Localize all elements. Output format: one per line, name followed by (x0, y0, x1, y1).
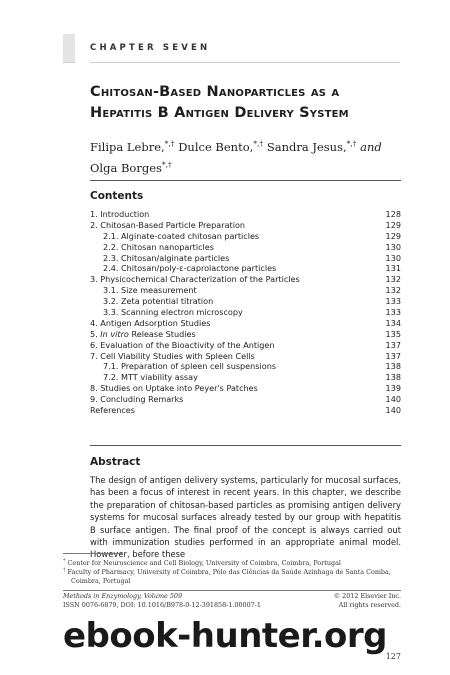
toc-entry-label: 3.1. Size measurement (103, 285, 197, 296)
toc-entry[interactable] (90, 405, 401, 416)
toc-entry-label: 5. In vitro Release Studies (90, 328, 196, 339)
toc-entry-page: 130 (385, 241, 401, 252)
author-conjunction: and (360, 139, 382, 154)
toc-entry-label: 2.1. Alginate-coated chitosan particles (103, 230, 260, 241)
toc-entry-page: 138 (385, 372, 401, 383)
page-number: 127 (385, 652, 401, 661)
toc-entry-page: 138 (385, 361, 401, 372)
table-of-contents (90, 209, 401, 416)
footnote-1-text: Center for Neuroscience and Cell Biology, University of Coimbra, Coimbra, Portugal (67, 559, 341, 568)
toc-entry[interactable] (90, 361, 401, 372)
watermark: ebook-hunter.org (62, 616, 388, 656)
footnote-2-text-cont: Coimbra, Portugal (71, 576, 131, 585)
toc-entry-page: 132 (385, 274, 401, 285)
toc-entry-label: 3. Physicochemical Characterization of the Particles (90, 274, 300, 285)
toc-entry-label: 2.2. Chitosan nanoparticles (103, 241, 214, 252)
author-2-affil: *,† (253, 139, 264, 148)
toc-entry[interactable] (90, 209, 401, 220)
toc-entry[interactable] (90, 263, 401, 274)
toc-entry-page: 137 (385, 339, 401, 350)
toc-entry[interactable] (90, 372, 401, 383)
toc-entry-label: 2. Chitosan-Based Particle Preparation (90, 219, 246, 230)
footnote-rule (63, 553, 123, 554)
toc-entry-label: 3.2. Zeta potential titration (103, 296, 214, 307)
toc-entry-page: 128 (385, 209, 401, 219)
footnote-2-text: Faculty of Pharmacy, University of Coimbra, Pólo das Ciências da Saúde Azinhaga de Santa Comba, (67, 568, 391, 577)
toc-entry-label: 8. Studies on Uptake into Peyer's Patches (90, 383, 258, 394)
toc-entry-page: 133 (385, 296, 401, 307)
rights: All rights reserved. (338, 601, 401, 609)
toc-entry-label: 7.2. MTT viability assay (103, 372, 198, 383)
toc-entry-page: 130 (385, 252, 401, 263)
toc-entry[interactable] (90, 296, 401, 307)
author-2: Dulce Bento, (178, 139, 254, 154)
abstract-heading: Abstract (90, 456, 141, 468)
author-3-affil: *,† (346, 139, 357, 148)
toc-entry[interactable] (90, 231, 401, 242)
author-4: Olga Borges (90, 160, 162, 175)
contents-top-rule (90, 180, 401, 181)
abstract-top-rule (90, 445, 401, 446)
toc-entry[interactable] (90, 274, 401, 285)
title-line-1: Chitosan-Based Nanoparticles as a (90, 84, 340, 100)
journal-info: Methods in Enzymology, Volume 509 (63, 592, 183, 600)
toc-entry-page: 140 (385, 405, 401, 416)
toc-entry-page: 140 (385, 394, 401, 405)
chapter-rule (90, 62, 400, 63)
contents-heading: Contents (90, 190, 144, 202)
toc-entry-label: 1. Introduction (90, 209, 150, 219)
author-list (90, 135, 410, 177)
author-1: Filipa Lebre, (90, 139, 165, 154)
toc-entry[interactable] (90, 242, 401, 253)
toc-entry-page: 139 (385, 383, 401, 394)
footnote-1-mark: * (63, 558, 66, 564)
toc-entry-label: References (90, 405, 135, 416)
meta-rule (63, 590, 401, 591)
toc-entry[interactable] (90, 318, 401, 329)
toc-entry[interactable] (90, 383, 401, 394)
toc-entry[interactable] (90, 220, 401, 231)
issn-doi: ISSN 0076-6879, DOI: 10.1016/B978-0-12-391858-1.00007-1 (63, 601, 261, 609)
chapter-tab (63, 34, 75, 62)
toc-entry-label: 2.4. Chitosan/poly-ε-caprolactone particles (103, 263, 277, 274)
toc-entry-label: 9. Concluding Remarks (90, 394, 184, 405)
toc-entry[interactable] (90, 285, 401, 296)
toc-entry-page: 134 (385, 317, 401, 328)
toc-entry-page: 129 (385, 230, 401, 241)
toc-entry-page: 131 (385, 263, 401, 274)
toc-entry-label: 3.3. Scanning electron microscopy (103, 307, 243, 318)
toc-entry-page: 133 (385, 307, 401, 318)
abstract-text: The design of antigen delivery systems, particularly for mucosal surfaces, has been a focus of interest in recent years. In this chapter, we describe the preparation of chitosan-based particles as promising antigen delivery systems for mucosal surfaces already tested by our group with hepatitis B surface antigen. The final proof of the concept is always carried out with immunization studies performed in an appropriate animal model. However, before these (90, 475, 401, 560)
toc-entry-label: 2.3. Chitosan/alginate particles (103, 252, 230, 263)
toc-entry[interactable] (90, 253, 401, 264)
author-4-affil: *,† (161, 159, 172, 169)
chapter-label: CHAPTER SEVEN (90, 43, 211, 53)
chapter-rule-left (63, 62, 75, 63)
toc-entry-page: 135 (385, 328, 401, 339)
footnote-2-mark: † (63, 567, 66, 573)
toc-entry-page: 137 (385, 350, 401, 361)
toc-entry-label: 6. Evaluation of the Bioactivity of the Antigen (90, 339, 275, 350)
footnote-2 (63, 566, 393, 585)
toc-entry[interactable] (90, 351, 401, 362)
toc-entry-page: 132 (385, 285, 401, 296)
toc-entry[interactable] (90, 394, 401, 405)
author-1-affil: *,† (164, 139, 175, 148)
chapter-title (90, 82, 410, 124)
toc-entry[interactable] (90, 329, 401, 340)
copyright: © 2012 Elsevier Inc. (333, 592, 401, 600)
toc-entry[interactable] (90, 340, 401, 351)
toc-entry-label: 4. Antigen Adsorption Studies (90, 317, 211, 328)
title-line-2: Hepatitis B Antigen Delivery System (90, 105, 349, 121)
toc-entry-label: 7.1. Preparation of spleen cell suspensions (103, 361, 277, 372)
toc-entry[interactable] (90, 307, 401, 318)
toc-entry-page: 129 (385, 219, 401, 230)
toc-entry-label: 7. Cell Viability Studies with Spleen Cells (90, 350, 255, 361)
author-3: Sandra Jesus, (266, 139, 347, 154)
